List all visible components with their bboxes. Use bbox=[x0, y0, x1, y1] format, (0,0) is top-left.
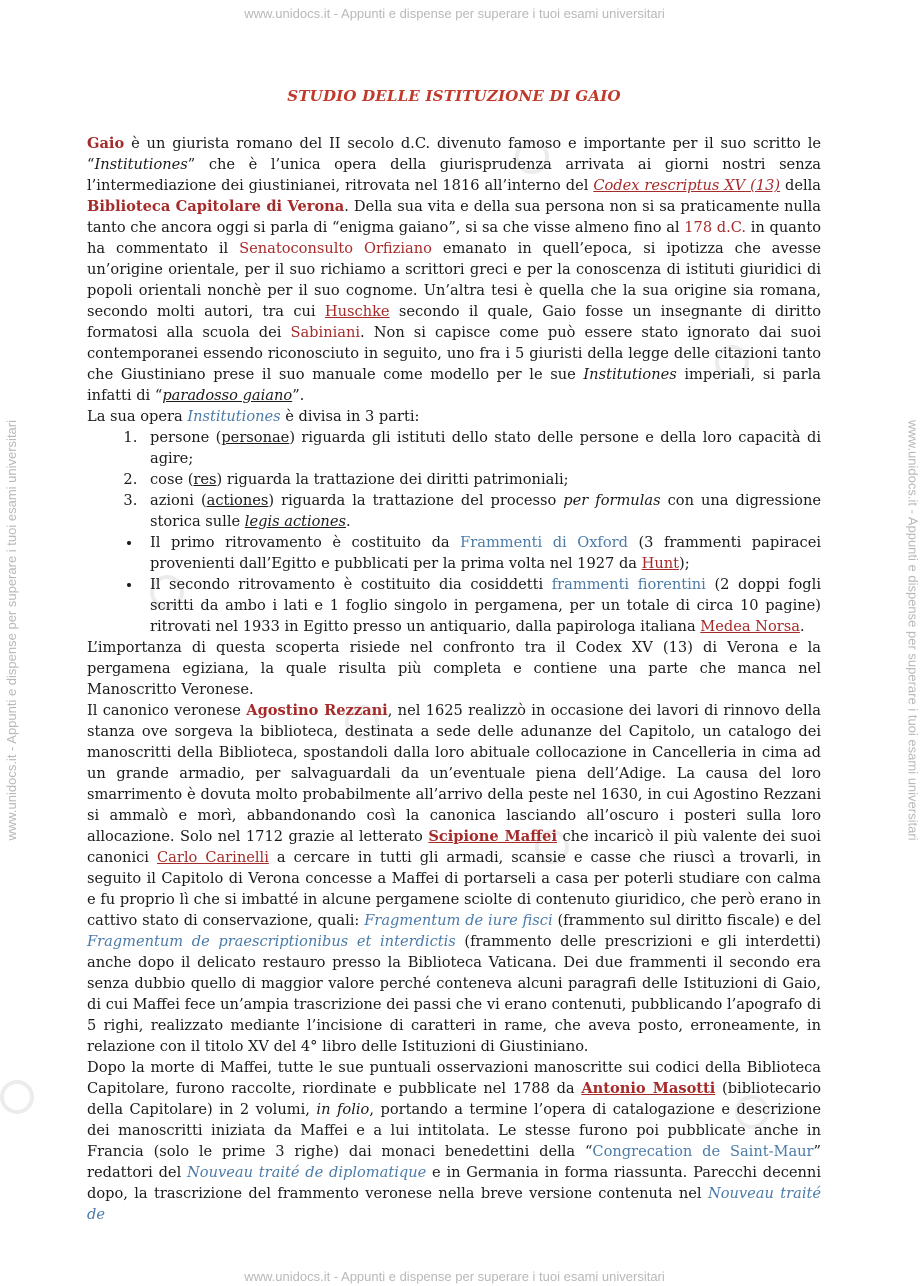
term-rezzani: Agostino Rezzani bbox=[246, 702, 388, 719]
list-item bbox=[142, 532, 821, 574]
text-run: Institutiones bbox=[583, 366, 677, 383]
link-medea-norsa[interactable]: Medea Norsa bbox=[700, 618, 800, 635]
term-fiorentini: frammenti fiorentini bbox=[551, 576, 706, 593]
link-hunt[interactable]: Hunt bbox=[641, 555, 680, 572]
document-body bbox=[87, 86, 821, 1225]
text-run: ) riguarda gli istituti dello stato delle persone e della loro capacità di agire; bbox=[150, 429, 821, 467]
text-run: . bbox=[345, 513, 351, 530]
watermark-right: www.unidocs.it - Appunti e dispense per superare i tuoi esami universitari bbox=[906, 420, 921, 841]
term-sabiniani: Sabiniani bbox=[290, 324, 361, 341]
text-run: . bbox=[799, 618, 805, 635]
text-run: , nel 1625 realizzò in occasione dei lavori di rinnovo della stanza ove sorgeva la biblioteca, destinata a sede delle adunanze del Capitolo, un catalogo dei manoscritti della Biblioteca, spostandoli dalla loro abituale collocazione in Cancelleria in cima ad un grande armadio, per salvaguardali da un’eventuale piena dell’Adige. La causa del loro smarrimento è dovuta molto probabilmente all’arrivo della peste nel 1630, in cui Agostino Rezzani si ammalò e morì, abbandonando così la canonica lasciando all’oscuro i posteri sulla loro allocazione. Solo nel 1712 grazie al letterato bbox=[87, 702, 821, 845]
text-run: in quanto ha commentato il bbox=[87, 219, 821, 257]
term-nouveau-traite: Nouveau traité de bbox=[87, 1185, 821, 1223]
paragraph-rezzani bbox=[87, 700, 821, 1057]
term-oxford: Frammenti di Oxford bbox=[460, 534, 628, 551]
text-run: (2 doppi fogli scritti da ambo i lati e 1 foglio singolo in pergamena, per un totale di circa 10 pagine) ritrovati nel 1933 in Egitto presso un antiquario, dalla papirologa italiana bbox=[150, 576, 821, 635]
text-run: azioni ( bbox=[150, 492, 207, 509]
link-codex[interactable]: Codex rescriptus XV (13) bbox=[593, 177, 781, 194]
link-masotti[interactable]: Antonio Masotti bbox=[581, 1080, 716, 1097]
text-run: (bibliotecario della Capitolare) in 2 volumi, bbox=[87, 1080, 821, 1118]
text-run: , portando a termine l’opera di catalogazione e descrizione dei manoscritti iniziata da Maffei e a lui intitolata. Le stesse furono poi pubblicate anche in Francia (solo le prime 3 righe) dai monaci benedettini della “ bbox=[87, 1101, 822, 1160]
text-run: della bbox=[780, 177, 822, 194]
text-run: ) riguarda la trattazione dei diritti patrimoniali; bbox=[216, 471, 569, 488]
text-run: personae bbox=[221, 429, 290, 446]
text-run: imperiali, si parla infatti di “ bbox=[87, 366, 822, 404]
text-run: legis actiones bbox=[244, 513, 346, 530]
paragraph-opera bbox=[87, 406, 821, 427]
name-gaio: Gaio bbox=[87, 135, 125, 152]
text-run: ” che è l’unica opera della giurisprudenza arrivata ai giorni nostri senza l’intermediazione dei giustinianei, ritrovata nel 1816 all’interno del bbox=[87, 156, 821, 194]
text-run: emanato in quell’epoca, si ipotizza che avesse un’origine orientale, per il suo richiamo a scrittori greci e per la conoscenza di istituti giuridici di popoli orientali nonchè per il suo cognome. Un’altra tesi è quella che la sua origine sia romana, secondo molti autori, tra cui bbox=[87, 240, 821, 320]
watermark-bottom: www.unidocs.it - Appunti e dispense per superare i tuoi esami universitari bbox=[244, 1269, 665, 1284]
term-biblioteca: Biblioteca Capitolare di Verona bbox=[87, 198, 345, 215]
text-run: a cercare in tutti gli armadi, scansie e casse che riuscì a trovarli, in seguito il Capitolo di Verona concesse a Maffei di portarseli a casa per poterli studiare con calma e fu proprio lì che si imbatté in alcune pergamene sciolte di contenuto giuridico, che però erano in cattivo stato di conservazione, quali: bbox=[87, 849, 822, 929]
text-run: che incaricò il più valente dei suoi canonici bbox=[87, 828, 821, 866]
text-run: con una digressione storica sulle bbox=[150, 492, 821, 530]
document-title: STUDIO DELLE ISTITUZIONE DI GAIO bbox=[287, 87, 621, 105]
text-run: ”. bbox=[292, 387, 305, 404]
term-institutiones: Institutiones bbox=[187, 408, 281, 425]
watermark-left: www.unidocs.it - Appunti e dispense per superare i tuoi esami universitari bbox=[4, 420, 19, 841]
text-run: e in Germania in forma riassunta. Parecchi decenni dopo, la trascrizione del frammento veronese nella breve versione contenuta nel bbox=[87, 1164, 821, 1202]
link-huschke[interactable]: Huschke bbox=[324, 303, 390, 320]
watermark-top: www.unidocs.it - Appunti e dispense per superare i tuoi esami universitari bbox=[244, 6, 665, 21]
list-item bbox=[142, 427, 821, 469]
text-run: La sua opera bbox=[87, 408, 188, 425]
term-senatoconsulto: Senatoconsulto Orfiziano bbox=[239, 240, 432, 257]
text-run: (3 frammenti papiracei provenienti dall’Egitto e pubblicati per la prima volta nel 1927 da bbox=[150, 534, 821, 572]
list-item bbox=[142, 469, 821, 490]
text-run: . Non si capisce come può essere stato ignorato dai suoi contemporanei essendo riconosciuto in seguito, uno fra i 5 giuristi della legge delle citazioni tanto che Giustiniano prese il suo manuale come modello per le sue bbox=[87, 324, 821, 383]
parts-list bbox=[87, 427, 821, 532]
text-run: ); bbox=[679, 555, 690, 572]
watermark-logo-icon bbox=[0, 1080, 34, 1114]
text-run: (frammento delle prescrizioni e gli interdetti) anche dopo il delicato restauro presso la Biblioteca Vaticana. Dei due frammenti il secondo era senza dubbio quello di maggior valore perché conteneva alcuni paragrafi delle Istituzioni di Gaio, di cui Maffei fece un’ampia trascrizione dei passi che vi erano contenuti, pubblicando l’apografo di 5 righi, realizzato mediante l’incisione di caratteri in rame, che aveva posto, erroneamente, in relazione con il titolo XV del 4° libro delle Istituzioni di Giustiniano. bbox=[87, 933, 821, 1055]
list-item bbox=[142, 574, 821, 637]
text-run: ) riguarda la trattazione del processo bbox=[268, 492, 564, 509]
text-run: per formulas bbox=[563, 492, 661, 509]
text-run: (frammento sul diritto fiscale) e del bbox=[552, 912, 821, 929]
link-carinelli[interactable]: Carlo Carinelli bbox=[157, 849, 269, 866]
text-run: . Della sua vita e della sua persona non si sa praticamente nulla tanto che ancora oggi si parla di “enigma gaiano”, si sa che visse almeno fino al bbox=[87, 198, 821, 236]
term-paradosso: paradosso gaiano bbox=[162, 387, 293, 404]
text-run: in folio bbox=[316, 1101, 370, 1118]
text-run: secondo il quale, Gaio fosse un insegnante di diritto formatosi alla scuola dei bbox=[87, 303, 821, 341]
text-run: Institutiones bbox=[94, 156, 188, 173]
findings-list bbox=[87, 532, 821, 637]
text-run: res bbox=[193, 471, 217, 488]
text-run: è divisa in 3 parti: bbox=[280, 408, 420, 425]
text-run: Il primo ritrovamento è costituito da bbox=[150, 534, 461, 551]
text-run: Il secondo ritrovamento è costituito dia cosiddetti bbox=[150, 576, 552, 593]
term-saint-maur: Congrecation de Saint-Maur bbox=[592, 1143, 814, 1160]
text-run: actiones bbox=[206, 492, 269, 509]
term-nouveau-traite: Nouveau traité de diplomatique bbox=[187, 1164, 427, 1181]
text-run: è un giurista romano del II secolo d.C. divenuto famoso e importante per il suo scritto le “ bbox=[87, 135, 821, 173]
paragraph-importanza: L’importanza di questa scoperta risiede nel confronto tra il Codex XV (13) di Verona e la pergamena egiziana, la quale risulta più completa e contiene una parte che manca nel Manoscritto Veronese. bbox=[87, 639, 821, 698]
term-date: 178 d.C. bbox=[684, 219, 747, 236]
text-run: persone ( bbox=[150, 429, 222, 446]
text-run: cose ( bbox=[150, 471, 194, 488]
term-fragmentum-praescriptionibus: Fragmentum de praescriptionibus et interdictis bbox=[87, 933, 456, 950]
list-item bbox=[142, 490, 821, 532]
text-run: Dopo la morte di Maffei, tutte le sue puntuali osservazioni manoscritte sui codici della Biblioteca Capitolare, furono raccolte, riordinate e pubblicate nel 1788 da bbox=[87, 1059, 821, 1097]
text-run: ” redattori del bbox=[87, 1143, 822, 1181]
link-maffei[interactable]: Scipione Maffei bbox=[428, 828, 557, 845]
term-fragmentum-fisci: Fragmentum de iure fisci bbox=[364, 912, 553, 929]
paragraph-masotti bbox=[87, 1057, 821, 1225]
text-run: Il canonico veronese bbox=[87, 702, 247, 719]
paragraph-intro bbox=[87, 133, 821, 406]
